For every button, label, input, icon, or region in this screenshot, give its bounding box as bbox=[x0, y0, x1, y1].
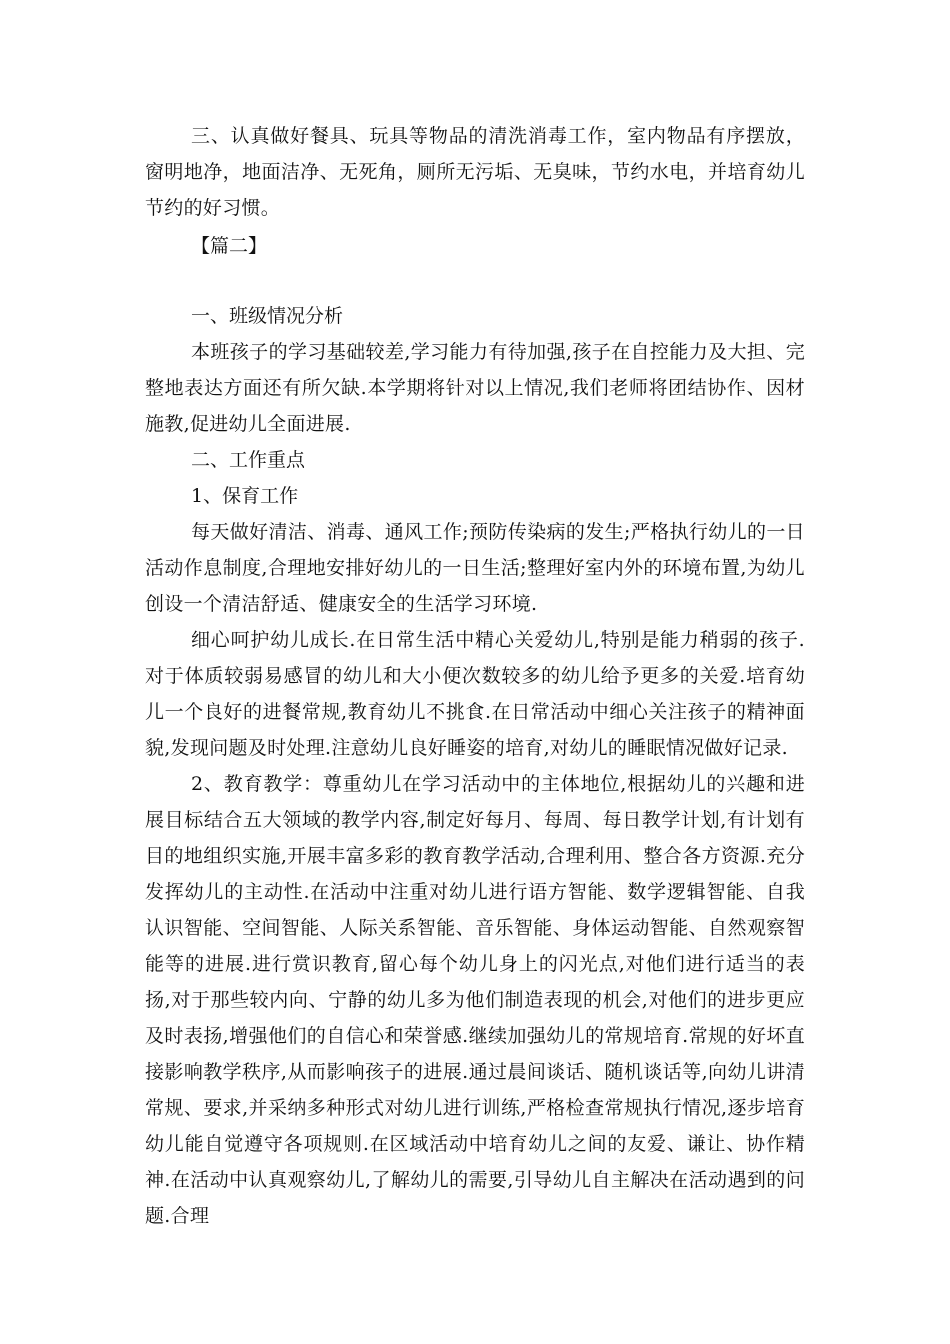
section-marker-part-two: 【篇二】 bbox=[191, 235, 268, 257]
heading-work-focus: 二、工作重点 bbox=[191, 449, 306, 471]
paragraph-care-daily: 每天做好清洁、消毒、通风工作;预防传染病的发生;严格执行幼儿的一日活动作息制度,合理地安排好幼儿的一日生活;整理好室内外的环境布置,为幼儿创设一个清洁舒适、健康安全的生活学习环境. bbox=[145, 521, 805, 615]
heading-care-work: 1、保育工作 bbox=[191, 485, 299, 507]
paragraph-hygiene: 三、认真做好餐具、玩具等物品的清洗消毒工作，室内物品有序摆放，窗明地净，地面洁净、无死角，厕所无污垢、无臭味，节约水电，并培育幼儿节约的好习惯。 bbox=[145, 125, 805, 219]
paragraph-class-analysis: 本班孩子的学习基础较差,学习能力有待加强,孩子在自控能力及大担、完整地表达方面还有所欠缺.本学期将针对以上情况,我们老师将团结协作、因材施教,促进幼儿全面进展. bbox=[145, 341, 805, 435]
paragraph-care-growth: 细心呵护幼儿成长.在日常生活中精心关爱幼儿,特别是能力稍弱的孩子.对于体质较弱易感冒的幼儿和大小便次数较多的幼儿给予更多的关爱.培育幼儿一个良好的进餐常规,教育幼儿不挑食.在日常活动中细心关注孩子的精神面貌,发现问题及时处理.注意幼儿良好睡姿的培育,对幼儿的睡眠情况做好记录. bbox=[145, 629, 805, 759]
heading-class-analysis: 一、班级情况分析 bbox=[191, 305, 344, 327]
paragraph-teaching: 2、教育教学：尊重幼儿在学习活动中的主体地位,根据幼儿的兴趣和进展目标结合五大领域的教学内容,制定好每月、每周、每日教学计划,有计划有目的地组织实施,开展丰富多彩的教育教学活动,合理利用、整合各方资源.充分发挥幼儿的主动性.在活动中注重对幼儿进行语方智能、数学逻辑智能、自我认识智能、空间智能、人际关系智能、音乐智能、身体运动智能、自然观察智能等的进展.进行赏识教育,留心每个幼儿身上的闪光点,对他们进行适当的表扬,对于那些较内向、宁静的幼儿多为他们制造表现的机会,对他们的进步更应及时表扬,增强他们的自信心和荣誉感.继续加强幼儿的常规培育.常规的好坏直接影响教学秩序,从而影响孩子的进展.通过晨间谈话、随机谈话等,向幼儿讲清常规、要求,并采纳多种形式对幼儿进行训练,严格检查常规执行情况,逐步培育幼儿能自觉遵守各项规则.在区域活动中培育幼儿之间的友爱、谦让、协作精神.在活动中认真观察幼儿,了解幼儿的需要,引导幼儿自主解决在活动遇到的问题.合理 bbox=[145, 773, 805, 1227]
